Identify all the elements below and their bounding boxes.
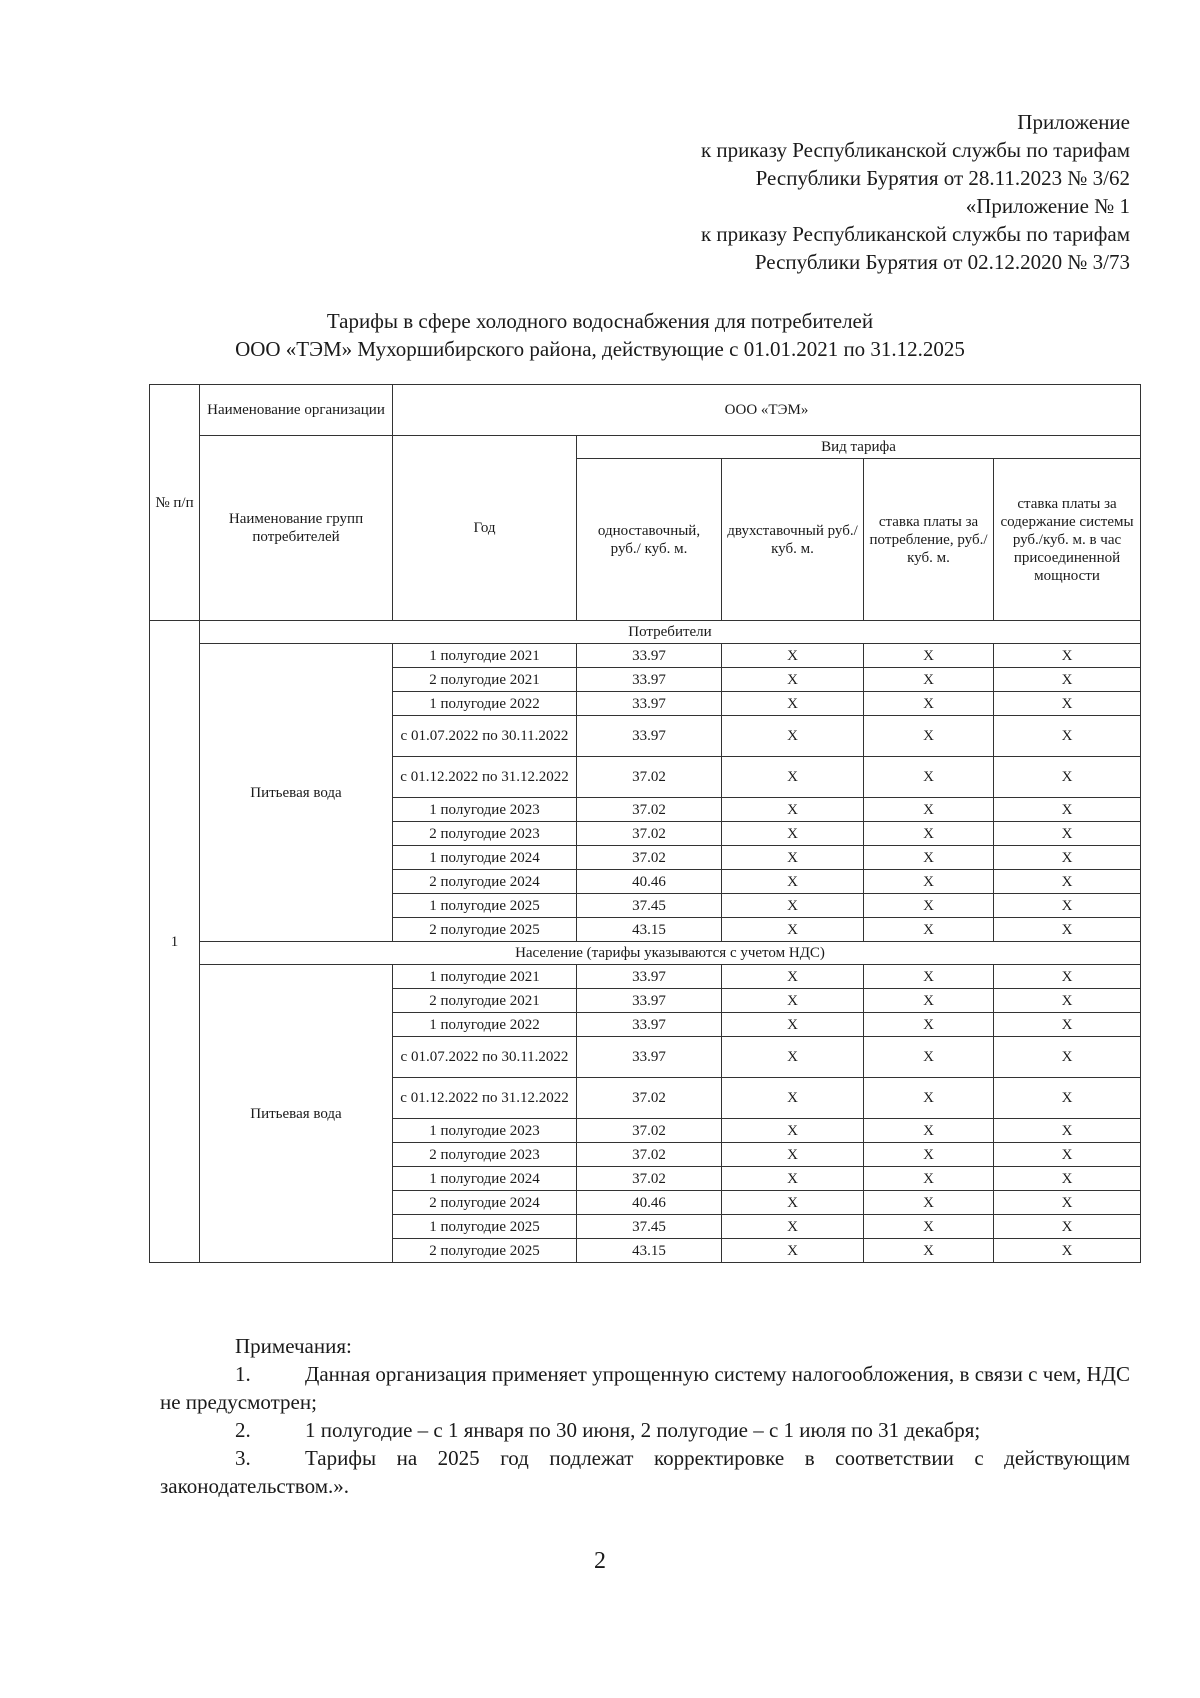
one-part-rate-cell: 43.15 — [577, 918, 722, 942]
section-title: Население (тарифы указываются с учетом НДС) — [200, 942, 1141, 965]
document-title — [150, 307, 1050, 363]
two-part-rate-cell: X — [722, 846, 864, 870]
capacity-rate-cell: X — [994, 1215, 1141, 1239]
col-header-year: Год — [393, 436, 577, 621]
note-number: 1. — [235, 1362, 251, 1386]
table-row — [150, 644, 1141, 668]
one-part-rate-cell: 33.97 — [577, 692, 722, 716]
period-cell: 2 полугодие 2025 — [393, 918, 577, 942]
period-cell: 1 полугодие 2023 — [393, 1119, 577, 1143]
two-part-rate-cell: X — [722, 644, 864, 668]
note-item — [160, 1360, 1130, 1416]
two-part-rate-cell: X — [722, 668, 864, 692]
consumption-rate-cell: X — [864, 1167, 994, 1191]
period-cell: 2 полугодие 2023 — [393, 822, 577, 846]
col-header-two-part: двухставочный руб./ куб. м. — [722, 459, 864, 621]
one-part-rate-cell: 37.45 — [577, 894, 722, 918]
consumption-rate-cell: X — [864, 716, 994, 757]
one-part-rate-cell: 33.97 — [577, 965, 722, 989]
capacity-rate-cell: X — [994, 989, 1141, 1013]
tariffs-table — [149, 384, 1141, 1263]
consumption-rate-cell: X — [864, 1191, 994, 1215]
period-cell: 1 полугодие 2021 — [393, 644, 577, 668]
one-part-rate-cell: 33.97 — [577, 1037, 722, 1078]
consumption-rate-cell: X — [864, 1013, 994, 1037]
section-row — [150, 942, 1141, 965]
one-part-rate-cell: 33.97 — [577, 644, 722, 668]
page-number: 2 — [594, 1548, 606, 1574]
period-cell: 1 полугодие 2021 — [393, 965, 577, 989]
notes — [160, 1332, 1130, 1500]
note-text: 1 полугодие – с 1 января по 30 июня, 2 полугодие – с 1 июля по 31 декабря; — [305, 1418, 981, 1442]
header-line: Республики Бурятия от 02.12.2020 № 3/73 — [754, 250, 1130, 274]
two-part-rate-cell: X — [722, 1167, 864, 1191]
appendix-header — [430, 108, 1130, 276]
consumption-rate-cell: X — [864, 1239, 994, 1263]
capacity-rate-cell: X — [994, 757, 1141, 798]
note-item — [160, 1416, 1130, 1444]
two-part-rate-cell: X — [722, 870, 864, 894]
note-number: 3. — [235, 1446, 251, 1470]
capacity-rate-cell: X — [994, 1037, 1141, 1078]
one-part-rate-cell: 37.02 — [577, 1119, 722, 1143]
consumption-rate-cell: X — [864, 894, 994, 918]
org-name: ООО «ТЭМ» — [393, 385, 1141, 436]
one-part-rate-cell: 33.97 — [577, 716, 722, 757]
two-part-rate-cell: X — [722, 716, 864, 757]
consumption-rate-cell: X — [864, 846, 994, 870]
capacity-rate-cell: X — [994, 716, 1141, 757]
one-part-rate-cell: 37.02 — [577, 1167, 722, 1191]
section-row — [150, 621, 1141, 644]
one-part-rate-cell: 37.45 — [577, 1215, 722, 1239]
two-part-rate-cell: X — [722, 692, 864, 716]
two-part-rate-cell: X — [722, 965, 864, 989]
two-part-rate-cell: X — [722, 1143, 864, 1167]
capacity-rate-cell: X — [994, 1119, 1141, 1143]
col-header-groups: Наименование групп потребителей — [200, 436, 393, 621]
two-part-rate-cell: X — [722, 822, 864, 846]
period-cell: 1 полугодие 2022 — [393, 692, 577, 716]
capacity-rate-cell: X — [994, 1167, 1141, 1191]
consumption-rate-cell: X — [864, 1119, 994, 1143]
consumption-rate-cell: X — [864, 1037, 994, 1078]
period-cell: 2 полугодие 2025 — [393, 1239, 577, 1263]
consumption-rate-cell: X — [864, 668, 994, 692]
title-line-2: ООО «ТЭМ» Мухоршибирского района, действующие с 01.01.2021 по 31.12.2025 — [235, 337, 965, 361]
one-part-rate-cell: 33.97 — [577, 668, 722, 692]
header-line: «Приложение № 1 — [965, 194, 1130, 218]
consumption-rate-cell: X — [864, 989, 994, 1013]
col-header-number: № п/п — [150, 385, 200, 621]
consumption-rate-cell: X — [864, 798, 994, 822]
capacity-rate-cell: X — [994, 1078, 1141, 1119]
period-cell: с 01.07.2022 по 30.11.2022 — [393, 1037, 577, 1078]
capacity-rate-cell: X — [994, 798, 1141, 822]
consumption-rate-cell: X — [864, 965, 994, 989]
one-part-rate-cell: 33.97 — [577, 1013, 722, 1037]
capacity-rate-cell: X — [994, 918, 1141, 942]
row-number: 1 — [150, 621, 200, 1263]
period-cell: 2 полугодие 2024 — [393, 870, 577, 894]
capacity-rate-cell: X — [994, 1239, 1141, 1263]
period-cell: 1 полугодие 2024 — [393, 1167, 577, 1191]
header-line: Республики Бурятия от 28.11.2023 № 3/62 — [755, 166, 1130, 190]
col-header-tariff-type: Вид тарифа — [577, 436, 1141, 459]
col-header-one-part: одноставочный, руб./ куб. м. — [577, 459, 722, 621]
one-part-rate-cell: 43.15 — [577, 1239, 722, 1263]
capacity-rate-cell: X — [994, 894, 1141, 918]
col-header-consumption: ставка платы за потребление, руб./ куб. м. — [864, 459, 994, 621]
note-item — [160, 1444, 1130, 1500]
period-cell: 1 полугодие 2023 — [393, 798, 577, 822]
consumption-rate-cell: X — [864, 822, 994, 846]
two-part-rate-cell: X — [722, 1013, 864, 1037]
consumption-rate-cell: X — [864, 1078, 994, 1119]
title-line-1: Тарифы в сфере холодного водоснабжения для потребителей — [326, 309, 874, 333]
capacity-rate-cell: X — [994, 644, 1141, 668]
two-part-rate-cell: X — [722, 1239, 864, 1263]
two-part-rate-cell: X — [722, 798, 864, 822]
one-part-rate-cell: 40.46 — [577, 1191, 722, 1215]
period-cell: с 01.12.2022 по 31.12.2022 — [393, 757, 577, 798]
one-part-rate-cell: 37.02 — [577, 757, 722, 798]
capacity-rate-cell: X — [994, 1191, 1141, 1215]
header-line: к приказу Республиканской службы по тарифам — [700, 222, 1130, 246]
period-cell: с 01.12.2022 по 31.12.2022 — [393, 1078, 577, 1119]
notes-title: Примечания: — [235, 1334, 352, 1358]
consumption-rate-cell: X — [864, 1143, 994, 1167]
header-line: к приказу Республиканской службы по тарифам — [700, 138, 1130, 162]
one-part-rate-cell: 37.02 — [577, 846, 722, 870]
capacity-rate-cell: X — [994, 870, 1141, 894]
one-part-rate-cell: 37.02 — [577, 1143, 722, 1167]
note-number: 2. — [235, 1418, 251, 1442]
capacity-rate-cell: X — [994, 1013, 1141, 1037]
consumer-group: Питьевая вода — [200, 644, 393, 942]
col-header-capacity: ставка платы за содержание системы руб./куб. м. в час присоединенной мощности — [994, 459, 1141, 621]
consumption-rate-cell: X — [864, 757, 994, 798]
two-part-rate-cell: X — [722, 894, 864, 918]
section-title: Потребители — [200, 621, 1141, 644]
capacity-rate-cell: X — [994, 668, 1141, 692]
period-cell: 2 полугодие 2021 — [393, 668, 577, 692]
period-cell: 2 полугодие 2024 — [393, 1191, 577, 1215]
one-part-rate-cell: 37.02 — [577, 798, 722, 822]
consumption-rate-cell: X — [864, 692, 994, 716]
header-line: Приложение — [1017, 110, 1130, 134]
period-cell: 2 полугодие 2023 — [393, 1143, 577, 1167]
period-cell: с 01.07.2022 по 30.11.2022 — [393, 716, 577, 757]
note-text: Данная организация применяет упрощенную систему налогообложения, в связи с чем, НДС не предусмотрен; — [160, 1362, 1130, 1414]
capacity-rate-cell: X — [994, 822, 1141, 846]
capacity-rate-cell: X — [994, 692, 1141, 716]
two-part-rate-cell: X — [722, 989, 864, 1013]
capacity-rate-cell: X — [994, 846, 1141, 870]
two-part-rate-cell: X — [722, 1119, 864, 1143]
one-part-rate-cell: 37.02 — [577, 1078, 722, 1119]
period-cell: 2 полугодие 2021 — [393, 989, 577, 1013]
two-part-rate-cell: X — [722, 1215, 864, 1239]
period-cell: 1 полугодие 2025 — [393, 894, 577, 918]
one-part-rate-cell: 40.46 — [577, 870, 722, 894]
period-cell: 1 полугодие 2022 — [393, 1013, 577, 1037]
period-cell: 1 полугодие 2024 — [393, 846, 577, 870]
two-part-rate-cell: X — [722, 918, 864, 942]
consumption-rate-cell: X — [864, 1215, 994, 1239]
capacity-rate-cell: X — [994, 1143, 1141, 1167]
col-header-org: Наименование организации — [200, 385, 393, 436]
consumption-rate-cell: X — [864, 870, 994, 894]
two-part-rate-cell: X — [722, 1078, 864, 1119]
consumption-rate-cell: X — [864, 918, 994, 942]
capacity-rate-cell: X — [994, 965, 1141, 989]
note-text: Тарифы на 2025 год подлежат корректировке в соответствии с действующим законодательством.». — [160, 1446, 1130, 1498]
one-part-rate-cell: 37.02 — [577, 822, 722, 846]
consumer-group: Питьевая вода — [200, 965, 393, 1263]
period-cell: 1 полугодие 2025 — [393, 1215, 577, 1239]
consumption-rate-cell: X — [864, 644, 994, 668]
table-row — [150, 965, 1141, 989]
two-part-rate-cell: X — [722, 1037, 864, 1078]
two-part-rate-cell: X — [722, 757, 864, 798]
two-part-rate-cell: X — [722, 1191, 864, 1215]
one-part-rate-cell: 33.97 — [577, 989, 722, 1013]
